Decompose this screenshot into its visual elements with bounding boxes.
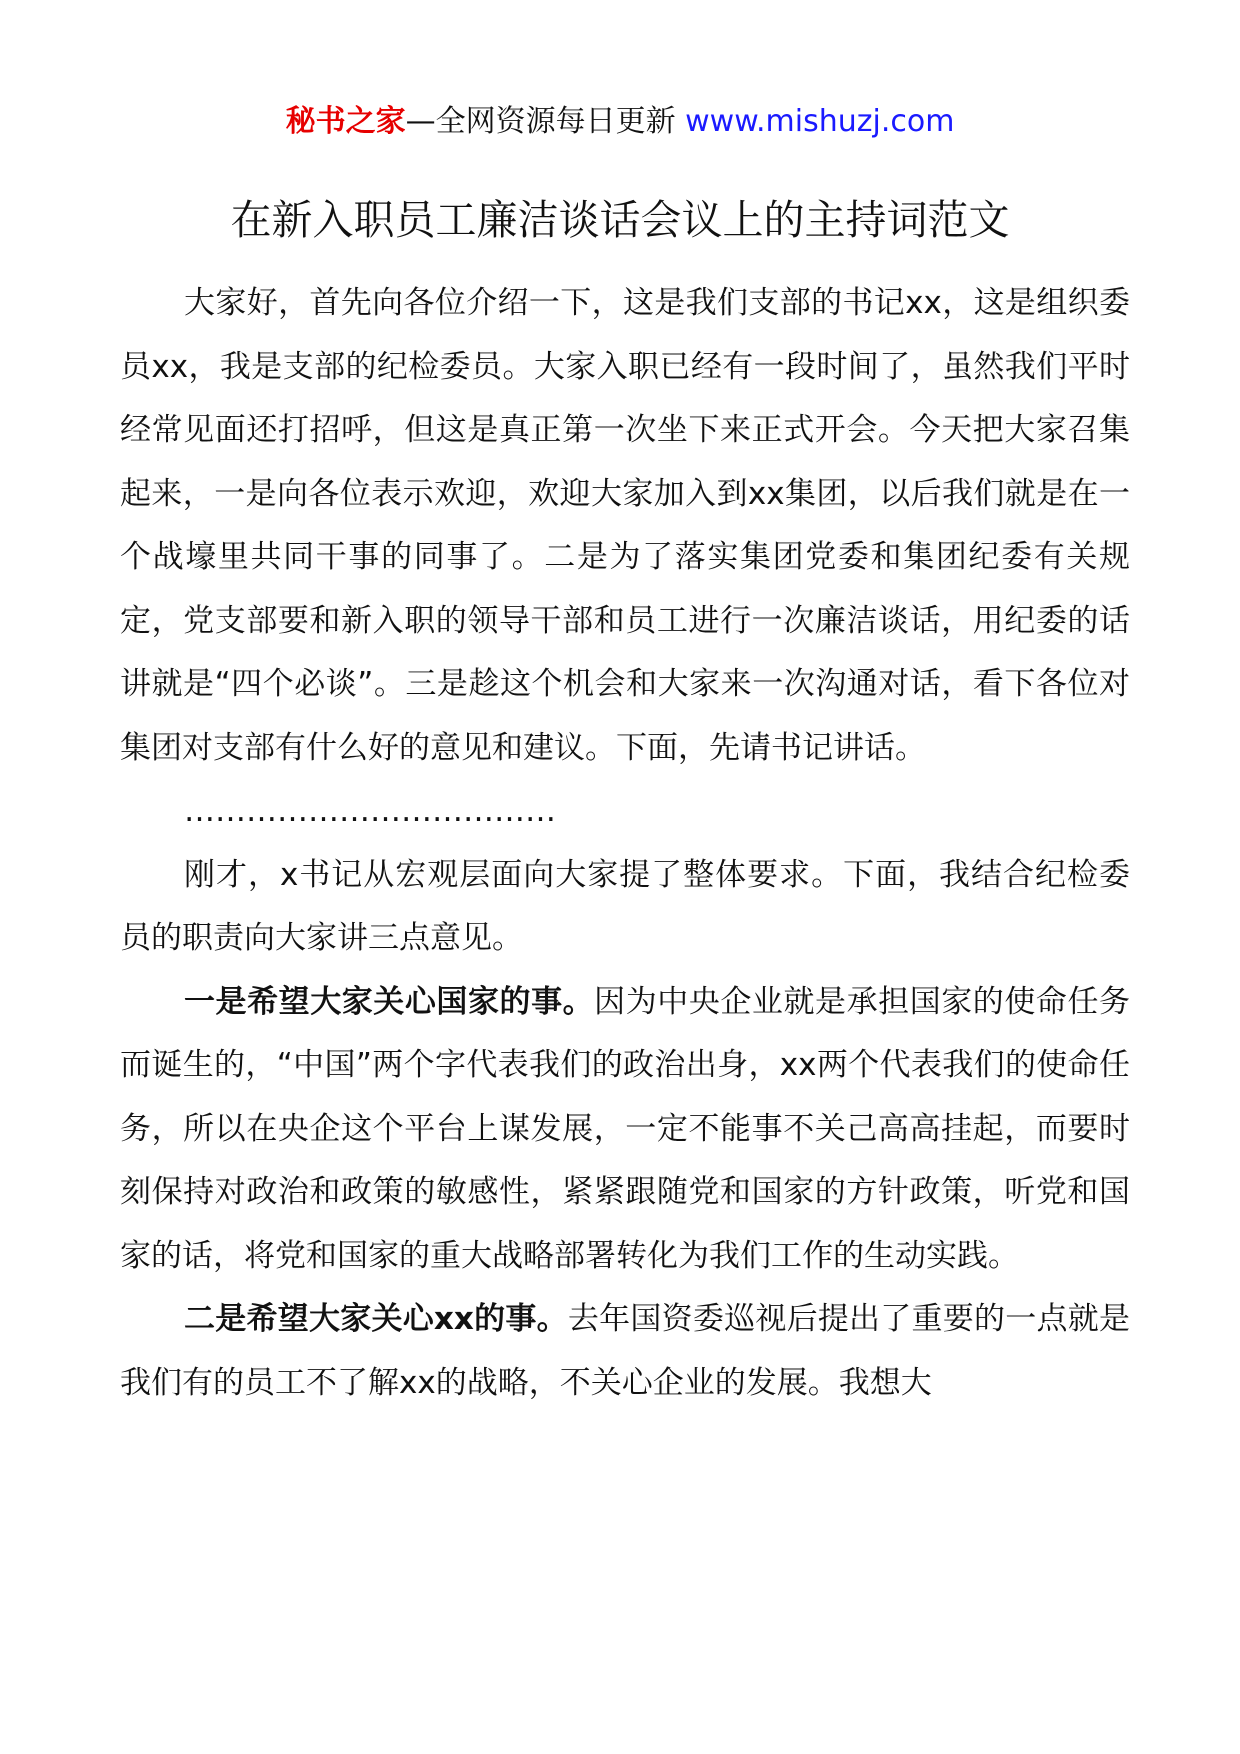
paragraph-text: 大家好，首先向各位介绍一下，这是我们支部的书记xx，这是组织委员xx，我是支部的纪检委员。大家入职已经有一段时间了，虽然我们平时经常见面还打招呼，但这是真正第一次坐下来正式开会。今天把大家召集起来，一是向各位表示欢迎，欢迎大家加入到xx集团，以后我们就是在一个战壕里共同干事的同事了。二是为了落实集团党委和集团纪委有关规定，党支部要和新入职的领导干部和员工进行一次廉洁谈话，用纪委的话讲就是“四个必谈”。三是趁这个机会和大家来一次沟通对话，看下各位对集团对支部有什么好的意见和建议。下面，先请书记讲话。 <box>120 285 1130 766</box>
paragraph-intro <box>120 272 1130 780</box>
point-heading: 二是希望大家关心xx的事。 <box>184 1301 568 1337</box>
paragraph-text: 去年国资委巡视后提出了重要的一点就是我们有的员工不了解xx的战略，不关心企业的发展。我想大 <box>120 1301 1130 1401</box>
paragraph-ellipsis <box>120 780 1130 844</box>
paragraph-transition <box>120 844 1130 971</box>
header-slogan: —全网资源每日更新 <box>405 104 676 139</box>
document-body <box>120 272 1130 1415</box>
site-header <box>0 100 1240 144</box>
brand-name: 秘书之家 <box>285 104 406 139</box>
document-title: 在新入职员工廉洁谈话会议上的主持词范文 <box>230 196 1010 244</box>
point-heading: 一是希望大家关心国家的事。 <box>184 983 595 1020</box>
site-url-link[interactable]: www.mishuzj.com <box>685 104 955 139</box>
paragraph-point-two <box>120 1288 1130 1415</box>
paragraph-point-one <box>120 971 1130 1289</box>
paragraph-text: 因为中央企业就是承担国家的使命任务而诞生的，“中国”两个字代表我们的政治出身，xx两个代表我们的使命任务，所以在央企这个平台上谋发展，一定不能事不关己高高挂起，而要时刻保持对政治和政策的敏感性，紧紧跟随党和国家的方针政策，听党和国家的话，将党和国家的重大战略部署转化为我们工作的生动实践。 <box>120 983 1130 1274</box>
ellipsis-text: ……………………………… <box>184 793 556 829</box>
paragraph-text: 刚才，x书记从宏观层面向大家提了整体要求。下面，我结合纪检委员的职责向大家讲三点意见。 <box>120 856 1130 956</box>
